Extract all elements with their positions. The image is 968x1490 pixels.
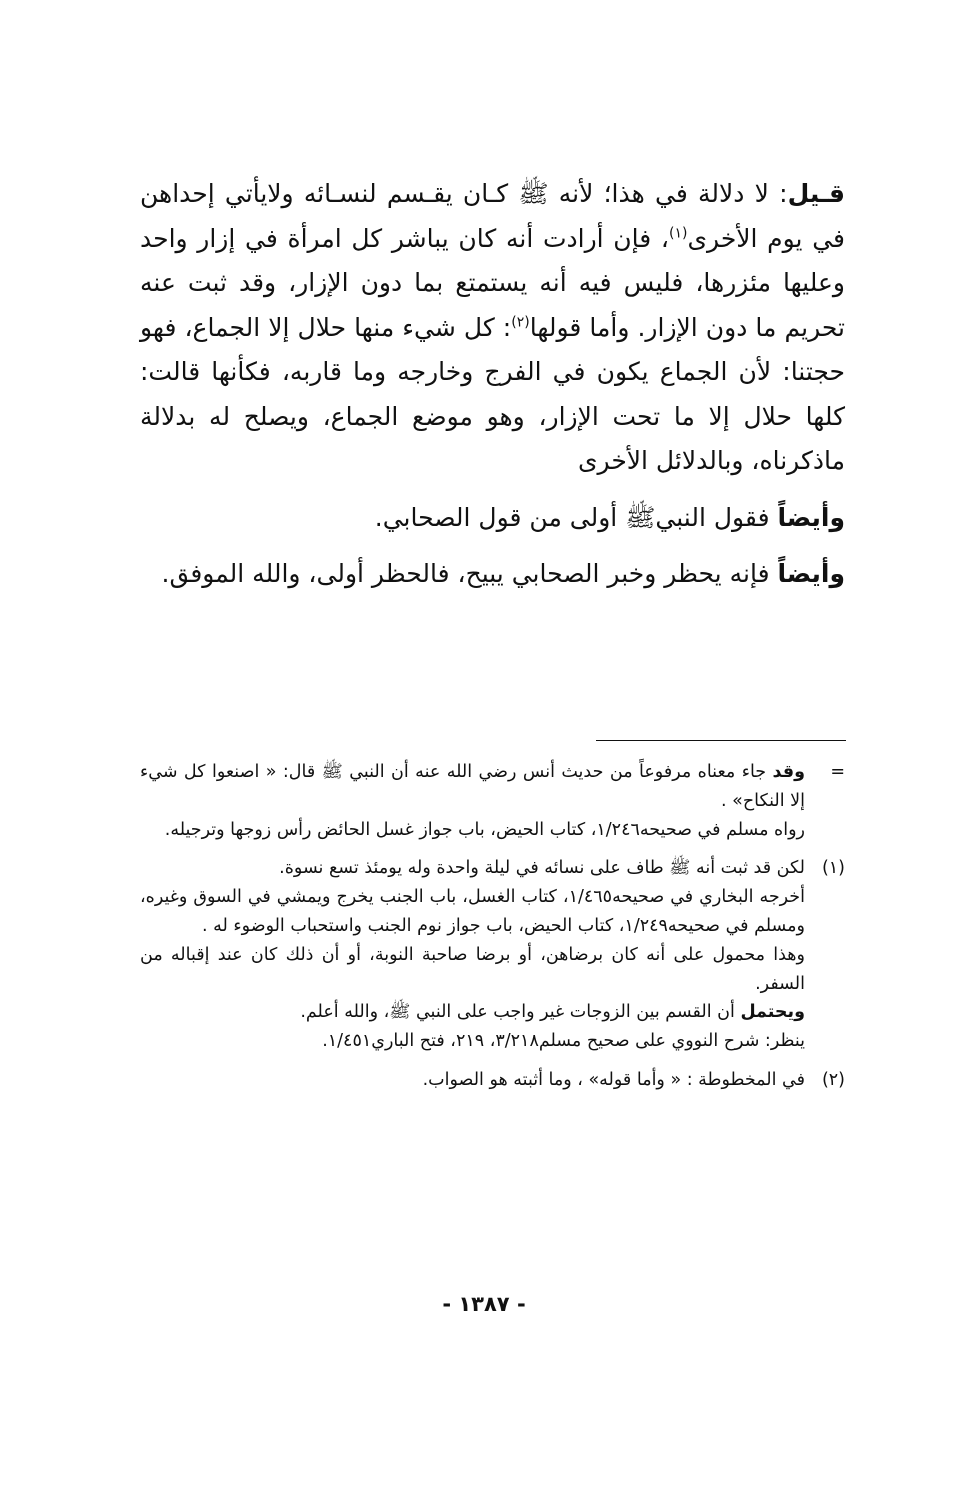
footnote-separator	[596, 740, 846, 741]
footnote-ref-2: (٢)	[511, 314, 530, 331]
footnote-2-line-1: في المخطوطة : « وأما قوله» ، وما أثبته هو الصواب.	[422, 1069, 805, 1090]
footnote-continuation-line-1	[140, 758, 805, 816]
paragraph-2-lead: وأيضاً	[777, 502, 845, 532]
paragraph-3-text: فإنه يحظر وخبر الصحابي يبيح، فالحظر أولى، والله الموفق.	[161, 559, 778, 588]
main-text-body	[140, 172, 845, 597]
footnote-1-line-1: لكن قد ثبت أنه ﷺ طاف على نسائه في ليلة واحدة وله يومئذ تسع نسوة.	[279, 858, 805, 879]
footnote-continuation	[140, 758, 845, 844]
paragraph-3	[140, 552, 845, 597]
footnote-continuation-marker: =	[830, 762, 845, 782]
footnote-continuation-line-2: رواه مسلم في صحيحه١/٢٤٦، كتاب الحيض، باب جواز غسل الحائض رأس زوجها وترجيله.	[164, 819, 805, 840]
paragraph-1-text: : لا دلالة في هذا؛ لأنه ﷺ كـان يقـسم لنسـائه ولايأتي إحداهن في يوم الأخرى	[140, 179, 845, 253]
footnote-1-line-3: وهذا محمول على أنه كان برضاهن، أو برضا صاحبة النوبة، أو أن ذلك كان عند إقباله من السفر.	[140, 944, 805, 994]
paragraph-1-lead: قـيل	[787, 179, 845, 208]
paragraph-2	[140, 496, 845, 541]
footnote-1-line-4	[140, 998, 805, 1027]
paragraph-2-text: فقول النبيﷺ أولى من قول الصحابي.	[374, 502, 778, 532]
footnote-1-marker: (١)	[821, 858, 845, 879]
paragraph-1	[140, 172, 845, 484]
footnote-continuation-lead: وقد	[772, 762, 805, 782]
footnote-1-lead-4: ويحتمل	[740, 1002, 805, 1023]
page-number: - ١٣٨٧ -	[442, 1292, 526, 1316]
footnote-2-marker: (٢)	[821, 1069, 845, 1090]
footnote-2	[140, 1066, 845, 1095]
footnote-1-text-4: أن القسم بين الزوجات غير واجب على النبي ﷺ، والله أعلم.	[300, 1002, 741, 1023]
footnote-continuation-text-1: جاء معناه مرفوعاً من حديث أنس رضي الله عنه أن النبي ﷺ قال: « اصنعوا كل شيء إلا النكاح» .	[140, 762, 805, 811]
footnote-1-line-5: ينظر: شرح النووي على صحيح مسلم٣/٢١٨، ٢١٩، فتح الباري١/٤٥١.	[322, 1031, 805, 1052]
footnotes	[140, 758, 845, 1095]
footnote-ref-1: (١)	[668, 225, 688, 242]
paragraph-3-lead: وأيضاً	[777, 559, 845, 588]
paragraph-1-text-3: : كل شيء منها حلال إلا الجماع، فهو حجتنا: لأن الجماع يكون في الفرج وخارجه وما قاربه، فكأنها قالت: كلها حلال إلا ما تحت الإزار، وهو موضع الجماع، ويصلح له بدلالة ماذكرناه، وبالدلائل الأخرى	[140, 312, 845, 475]
footnote-1	[140, 854, 845, 1056]
paragraph-1-text-2: ، فإن أرادت أنه كان يباشر كل امرأة في إزار واحد وعليها مئزرها، فليس فيه أنه يستمتع بما دون الإزار، وقد ثبت عنه تحريم ما دون الإزار. وأما قولها	[140, 223, 845, 342]
footnote-1-line-2: أخرجه البخاري في صحيحه١/٤٦٥، كتاب الغسل، باب الجنب يخرج ويمشي في السوق وغيره، ومسلم في صحيحه١/٢٤٩، كتاب الحيض، باب جواز نوم الجنب واستحباب الوضوء له .	[140, 887, 805, 936]
